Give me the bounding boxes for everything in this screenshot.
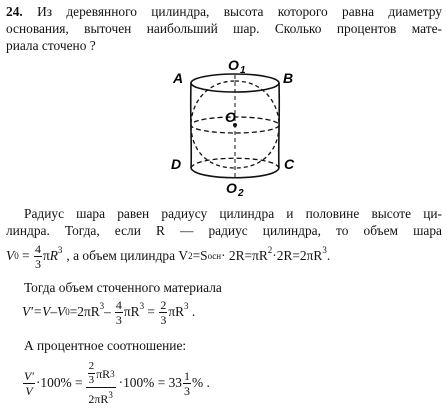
label-O: O bbox=[225, 109, 236, 125]
formula-removed-volume: V′=V–V 0 =2πR $^3$ – $\frac{4}{3}$ πR $^3$ = $\frac{2}{3}$ πR $^3$ . bbox=[22, 297, 196, 327]
fraction-four-thirds-2: $\frac{4}{3}$ bbox=[115, 297, 122, 327]
fraction-one-third: $\frac{1}{3}$ bbox=[183, 368, 190, 398]
label-B: B bbox=[283, 70, 294, 86]
label-C: C bbox=[284, 156, 295, 172]
label-O1: O bbox=[228, 57, 239, 73]
solution-line-1: Радиус шара равен радиусу цилиндра и половине высоте ци- bbox=[24, 206, 442, 221]
solution-line-6: А процентное соотношение: bbox=[24, 338, 187, 353]
solution-line-2: линдра. Тогда, если R — радиус цилиндра, то объем шара bbox=[6, 223, 442, 238]
label-D: D bbox=[171, 156, 182, 172]
solution-line-4: Тогда объем сточенного материала bbox=[24, 280, 222, 295]
problem-line-2: основания, выточен наибольший шар. Сколько процентов мате- bbox=[6, 21, 442, 36]
label-O2: O bbox=[226, 180, 237, 196]
fraction-two-thirds: $\frac{2}{3}$ bbox=[160, 297, 167, 327]
problem-statement bbox=[6, 3, 442, 54]
label-O2-sub: 2 bbox=[238, 188, 244, 199]
formula-percentage: $\frac{V'}{V}$ ·100% = $\frac{2}{3}$ πR 3 $2\pi R^3$ ·100% = 33 $\frac{1}{3}$ % . bbox=[24, 360, 210, 406]
fraction-v-prime-over-v: $\frac{V'}{V}$ bbox=[24, 368, 34, 398]
problem-line-3: риала сточено ? bbox=[6, 38, 96, 53]
problem-line-1: 24. Из деревянного цилиндра, высота которого равна диаметру bbox=[6, 4, 442, 19]
label-A: A bbox=[173, 70, 184, 86]
cylinder-sphere-figure bbox=[165, 55, 305, 200]
problem-number: 24. bbox=[6, 4, 23, 19]
fraction-compound: $\frac{2}{3}$ πR 3 $2\pi R^3$ bbox=[86, 361, 116, 405]
fraction-four-thirds: $\frac{4}{3}$ bbox=[34, 241, 41, 271]
formula-volumes: V 0 = $\frac{4}{3}$ πR $^3$ , а объем цилиндра V 2 =S осн · 2R=πR $^2$ ·2R=2πR $^3$ . bbox=[6, 241, 331, 271]
label-O1-sub: 1 bbox=[240, 65, 246, 76]
